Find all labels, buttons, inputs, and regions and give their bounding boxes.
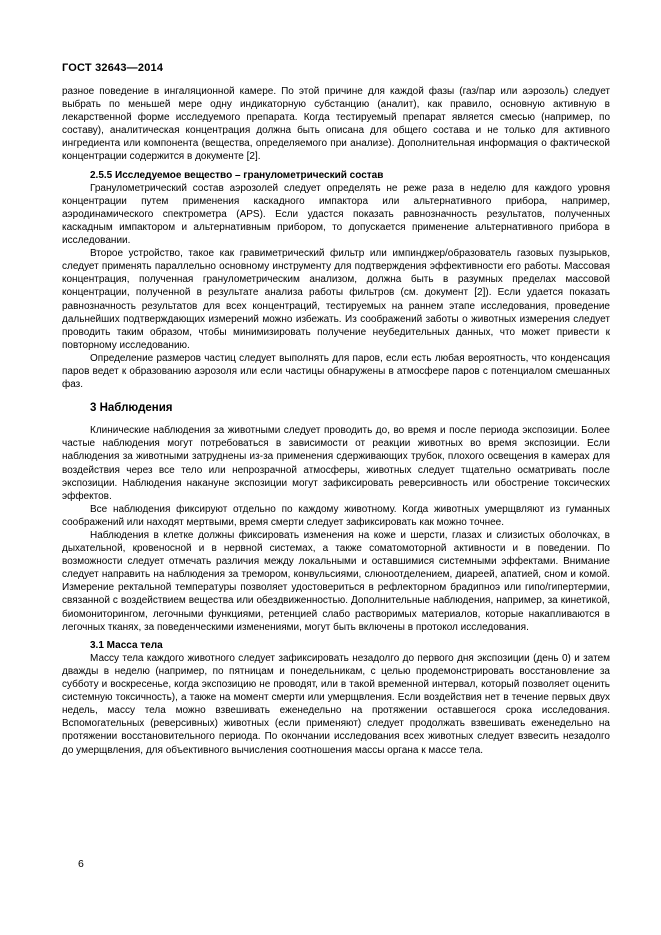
- paragraph: Второе устройство, такое как гравиметрический фильтр или импинджер/образователь газовых пузырьков, следует применять параллельно основному инструменту для подтверждения эффективности его работы. Массовая концентрация, полученная гранулометрическим анализом, должна быть в разумных пределах массовой концентрации, полученной в результате анализа работы фильтров (см. документ [2]). Если удается показать равнозначность результатов для всех концентраций, тестируемых на раннем этапе исследования, проведение дальнейших подтверждающих измерений можно избежать. Из соображений заботы о животных измерения следует проводить таким образом, чтобы минимизировать получение неубедительных данных, что может привести к повторному исследованию.: [62, 248, 610, 351]
- paragraph: Гранулометрический состав аэрозолей следует определять не реже раза в неделю для каждого уровня концентрации путем применения каскадного импактора или альтернативного прибора, например, аэродинамического спектрометра (APS). Если удастся показать равнозначность результатов, полученных каскадным импактором и альтернативным прибором, то допускается применение альтернативного прибора в исследовании.: [62, 182, 610, 247]
- paragraph: Наблюдения в клетке должны фиксировать изменения на коже и шерсти, глазах и слизистых оболочках, в дыхательной, кровеносной и в нервной системах, а также соматомоторной активности и в поведении. По возможности следует отмечать различия между локальными и оставшимися системными эффектами. Внимание следует направить на наблюдения за тремором, конвульсиями, слюноотделением, диареей, апатией, сном и комой. Измерение ректальной температуры позволяет удостовериться в рефлекторном брадипноэ или гипо/гипертермии, связанной с воздействием вещества или обездвиженностью. Дополнительные наблюдения, например, за кинетикой, биомониторингом, легочными функциями, ретенцией слабо растворимых материалов, которые накапливаются в легочных тканях, за поведенческими изменениями, могут быть включены в протокол исследования.: [62, 530, 610, 633]
- subsection-heading: 2.5.5 Исследуемое вещество – гранулометрический состав: [90, 169, 384, 181]
- paragraph: Определение размеров частиц следует выполнять для паров, если есть любая вероятность, что конденсация паров ведет к образованию аэрозоля или если частицы обнаружены в атмосфере паров с потенциалом смешанных фаз.: [62, 352, 610, 391]
- subsection-heading: 3.1 Масса тела: [90, 639, 163, 651]
- section-heading: 3 Наблюдения: [90, 402, 173, 415]
- page-number: 6: [78, 858, 84, 870]
- paragraph: Клинические наблюдения за животными следует проводить до, во время и после периода экспозиции. Более частые наблюдения могут потребоваться в зависимости от реакции животных во время экспозиции. Если наблюдения за животными затруднены из-за применения сдерживающих трубок, плохого освещения в камерах для воздействия через все тело или непрозрачной атмосферы, животных следует тщательно осматривать после экспозиции. Наблюдения накануне экспозиции могут зафиксировать реверсивность или обострение токсических эффектов.: [62, 425, 610, 502]
- paragraph: разное поведение в ингаляционной камере. По этой причине для каждой фазы (газ/пар или аэрозоль) следует выбрать по меньшей мере одну индикаторную субстанцию (аналит), как правило, основную активную в лекарственной форме исследуемого препарата. Когда тестируемый препарат является смесью (например, по составу), аналитическая концентрация должна быть описана для общего состава и не только для активного ингредиента или компонента (вещества, определяемого при анализе). Дополнительная информация о фактической концентрации содержится в документе [2].: [62, 86, 610, 163]
- paragraph: Массу тела каждого животного следует зафиксировать незадолго до первого дня экспозиции (день 0) и затем дважды в неделю (например, по пятницам и понедельникам, с целью продемонстрировать восстановление за субботу и воскресенье, когда экспозицию не проводят, или в такой временной интервал, который позволяет оценить системную токсичность), а также на момент смерти или умерщвления. Если воздействия нет в течение первых двух недель, массу тела можно взвешивать еженедельно на протяжении оставшегося срока исследования. Вспомогательных (реверсивных) животных (если применяют) следует продолжать взвешивать еженедельно на протяжении восстановительного периода. По окончании исследования всех животных следует взвесить незадолго до умерщвления, для объективного вычисления соотношения массы органа к массе тела.: [62, 652, 610, 756]
- paragraph: Все наблюдения фиксируют отдельно по каждому животному. Когда животных умерщвляют из гуманных соображений или находят мертвыми, время смерти следует зафиксировать как можно точнее.: [62, 503, 610, 528]
- document-body: [62, 85, 610, 757]
- running-header: ГОСТ 32643—2014: [62, 62, 164, 74]
